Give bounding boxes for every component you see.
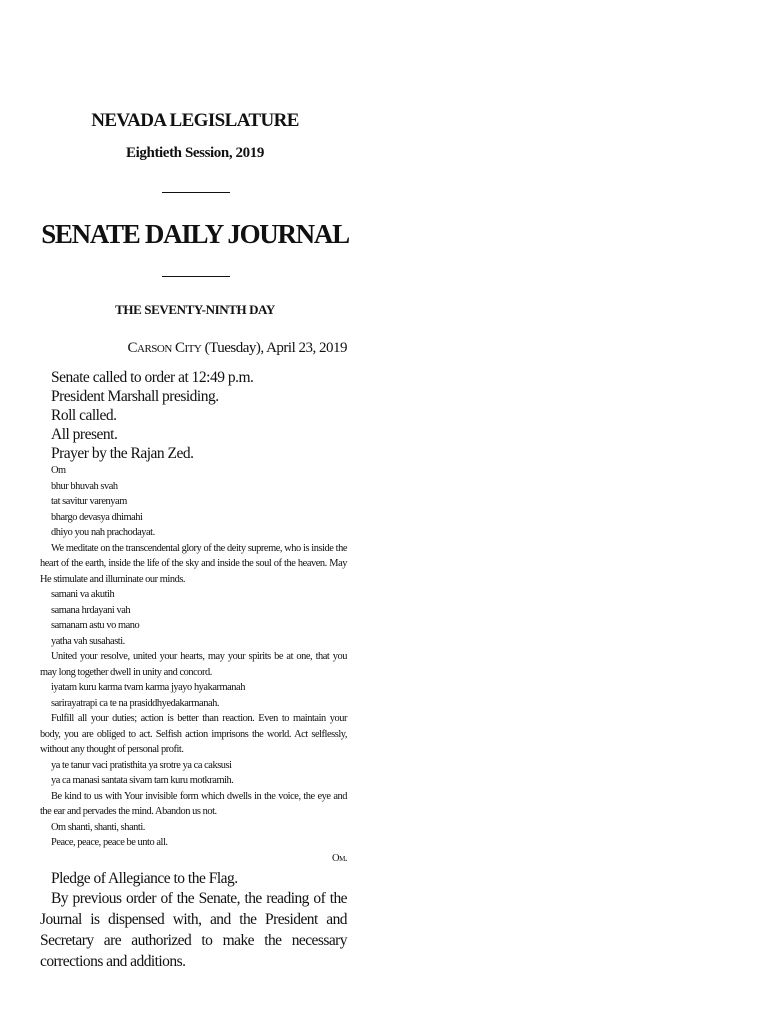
prayer-heading: Prayer by the Rajan Zed. — [51, 445, 194, 462]
prayer-line: Peace, peace, peace be unto all. — [51, 837, 168, 848]
prayer-line: sarirayatrapi ca te na prasiddhyedakarmanah. — [51, 697, 220, 709]
prayer-translation: We meditate on the transcendental glory of the deity supreme, who is inside the heart of the earth, inside the life of the sky and inside the soul of the heaven. May He stimulate and illuminate our minds. — [40, 542, 347, 585]
day-heading: THE SEVENTY-NINTH DAY — [115, 302, 275, 317]
call-to-order: Senate called to order at 12:49 p.m. — [51, 369, 254, 386]
presiding-officer: President Marshall presiding. — [51, 388, 219, 405]
journal-body — [40, 368, 347, 972]
prayer-translation: United your resolve, united your hearts, may your spirits be at one, that you may long together dwell in unity and concord. — [40, 651, 347, 678]
prayer-line: samani va akutih — [51, 589, 115, 600]
dateline-city: Carson City — [127, 340, 202, 356]
dateline-date: (Tuesday), April 23, 2019 — [201, 340, 347, 356]
journal-reading-paragraph: By previous order of the Senate, the reading of the Journal is dispensed with, and the President and Secretary are authorized to make the necessary corrections and additions. — [40, 890, 347, 970]
attendance: All present. — [51, 426, 118, 443]
pledge-of-allegiance: Pledge of Allegiance to the Flag. — [51, 870, 238, 887]
prayer-line: dhiyo you nah prachodayat. — [51, 527, 155, 538]
roll-call: Roll called. — [51, 407, 117, 424]
prayer-line: yatha vah susahasti. — [51, 635, 125, 647]
legislature-heading: NEVADA LEGISLATURE — [91, 110, 299, 131]
prayer-translation: Be kind to us with Your invisible form which dwells in the voice, the eye and the ear and pervades the mind. Abandon us not. — [40, 790, 347, 817]
session-subheading: Eightieth Session, 2019 — [126, 145, 264, 161]
prayer-line: Om — [51, 465, 66, 476]
prayer-translation: Fulfill all your duties; action is better than reaction. Even to maintain your body, you are obliged to act. Selfish action imprisons the world. Act selflessly, without any thought of personal profit. — [40, 713, 347, 755]
dateline — [40, 340, 347, 357]
journal-title: SENATE DAILY JOURNAL — [41, 219, 349, 249]
prayer-text — [40, 463, 347, 866]
prayer-line: iyatam kuru karma tvam karma jyayo hyakarmanah — [51, 682, 245, 693]
prayer-line: bhargo devasya dhimahi — [51, 511, 143, 523]
prayer-line: Om shanti, shanti, shanti. — [51, 821, 145, 833]
prayer-line: tat savitur varenyam — [51, 496, 127, 507]
prayer-line: bhur bhuvah svah — [51, 480, 118, 492]
divider-rule — [162, 276, 230, 277]
prayer-line: ya te tanur vaci pratisthita ya srotre ya ca caksusi — [51, 759, 232, 771]
prayer-line: samana hrdayani vah — [51, 604, 131, 616]
prayer-line: ya ca manasi santata sivam tam kuru motkramih. — [51, 775, 234, 786]
prayer-closing: Om. — [332, 852, 347, 864]
divider-rule — [162, 192, 230, 193]
prayer-line: samanam astu vo mano — [51, 620, 140, 631]
